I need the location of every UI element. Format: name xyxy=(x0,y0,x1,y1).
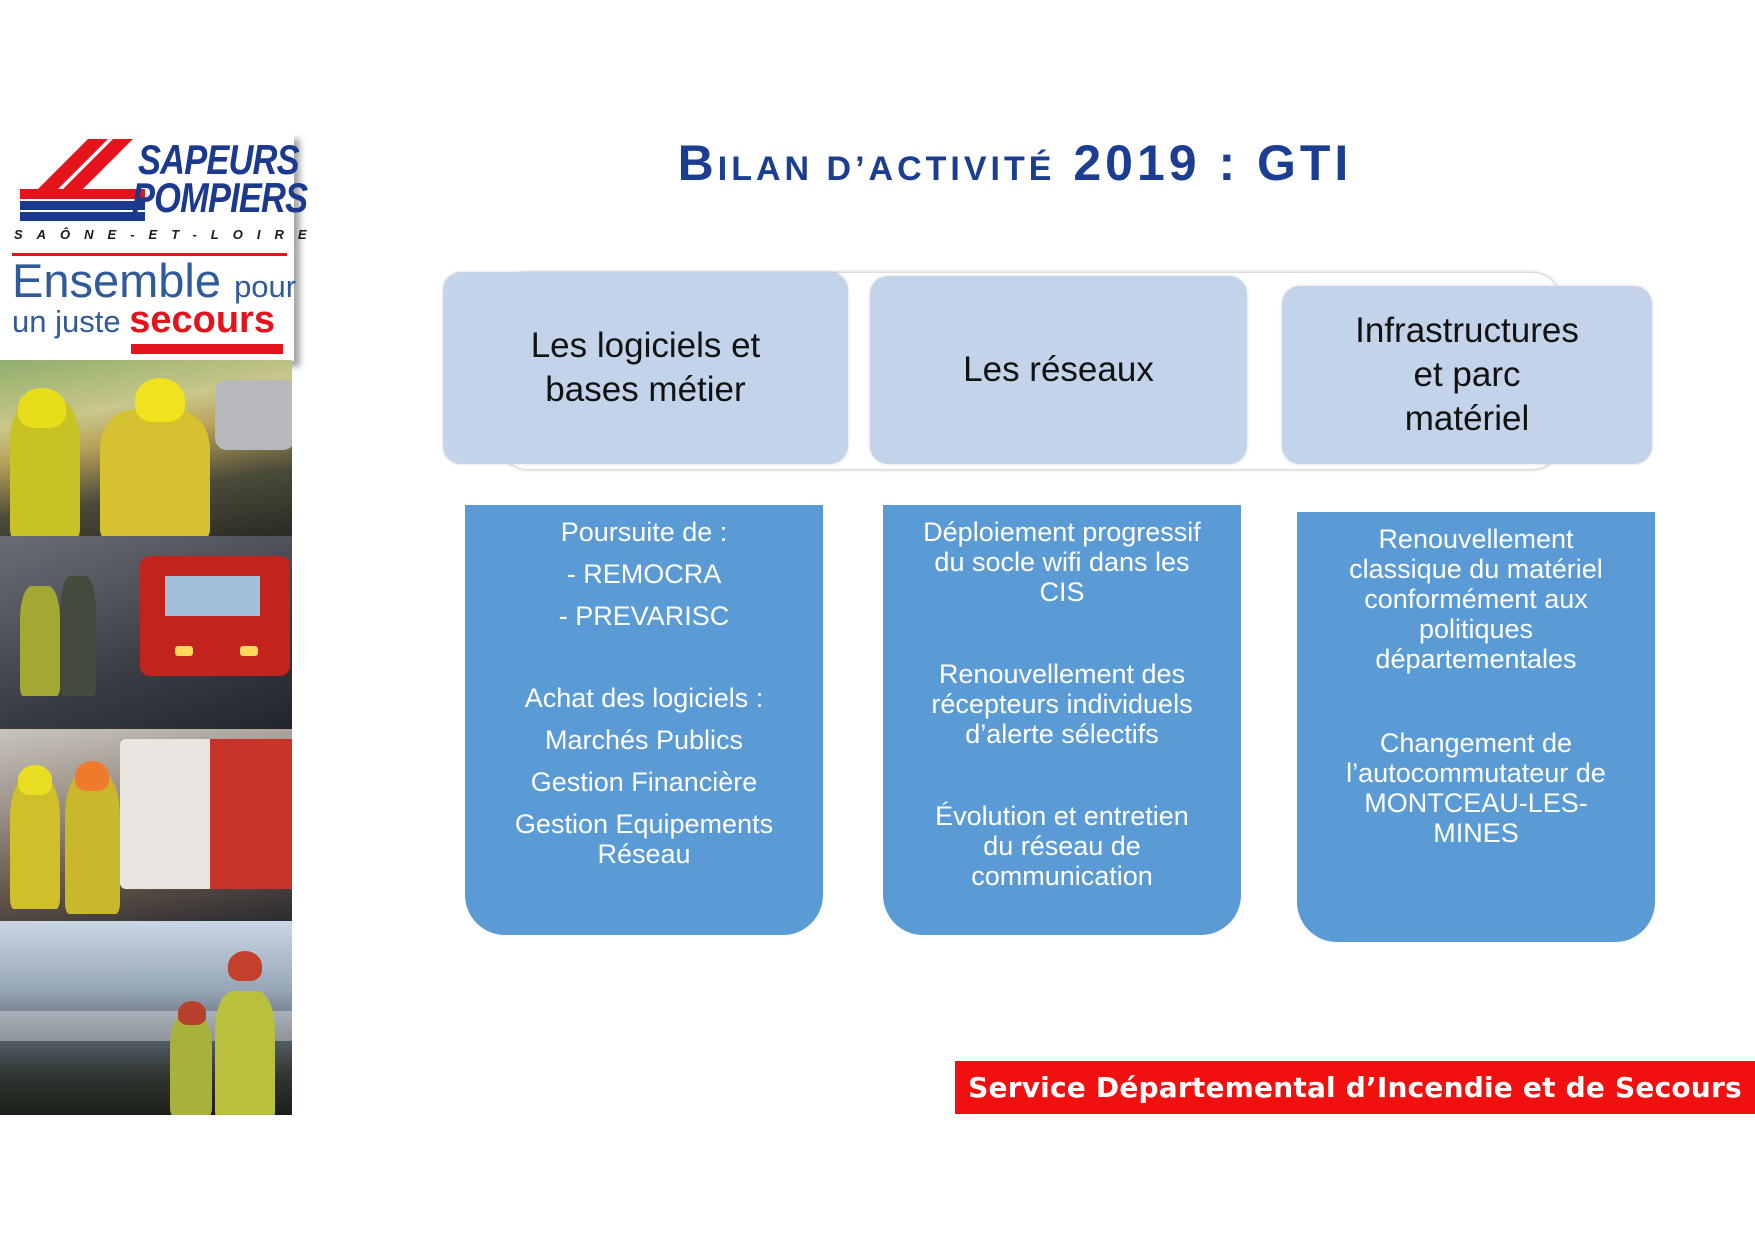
page-title xyxy=(440,134,1590,192)
logo-tagline-secours: secours xyxy=(129,299,275,341)
heading-software-label: Les logiciels et bases métier xyxy=(530,326,761,409)
heading-networks xyxy=(870,276,1247,464)
detail-infrastructure-line: Changement de l’autocommutateur de MONTCEAU-LES- MINES xyxy=(1346,728,1606,848)
page-title-initial: B xyxy=(677,135,718,191)
detail-networks-line: Renouvellement des récepteurs individuels d’alerte sélectifs xyxy=(931,659,1193,749)
photo-firefighters-rescue xyxy=(0,360,292,536)
detail-networks-line xyxy=(883,749,1241,801)
detail-networks xyxy=(883,505,1241,935)
detail-software xyxy=(465,505,823,935)
logo-tagline-pour: pour xyxy=(234,269,297,304)
detail-infrastructure-line xyxy=(1297,674,1655,728)
logo-word-sapeurs: SAPEURS xyxy=(138,136,299,183)
page-title-smallcaps: ILAN D’ACTIVITÉ xyxy=(717,150,1056,188)
photo-ambulance-team xyxy=(0,729,292,921)
heading-networks-label: Les réseaux xyxy=(963,350,1154,389)
footer-text: Service Départemental d’Incendie et de Secours xyxy=(968,1071,1742,1104)
heading-software xyxy=(443,272,848,464)
detail-networks-line: Déploiement progressif du socle wifi dans les CIS xyxy=(923,517,1201,607)
detail-infrastructure xyxy=(1297,512,1655,942)
logo-word-pompiers: POMPIERS xyxy=(132,174,308,221)
heading-infrastructure xyxy=(1282,286,1652,464)
detail-software-line: Marchés Publics xyxy=(544,725,744,755)
detail-networks-line xyxy=(883,607,1241,659)
detail-infrastructure-line: Renouvellement classique du matériel conformément aux politiques départementales xyxy=(1349,524,1603,674)
detail-software-line: - PREVARISC xyxy=(558,601,730,631)
logo-tagline-ensemble: Ensemble xyxy=(12,254,221,307)
logo-tagline-line2 xyxy=(12,301,275,339)
flag-stripes-icon xyxy=(18,139,148,229)
logo-department: SAÔNE-ET-LOIRE xyxy=(14,227,321,242)
detail-networks-line: Évolution et entretien du réseau de communication xyxy=(935,801,1189,891)
detail-software-line: Poursuite de : xyxy=(560,517,728,547)
photo-fire-truck-street xyxy=(0,536,292,729)
detail-software-line: Achat des logiciels : xyxy=(524,683,764,713)
detail-software-line: Gestion Financière xyxy=(530,767,758,797)
footer-banner xyxy=(955,1061,1755,1114)
page-title-rest: 2019 : GTI xyxy=(1055,135,1353,191)
logo-tagline-line1 xyxy=(12,254,297,307)
detail-software-line: Gestion Equipements Réseau xyxy=(514,809,774,869)
heading-infrastructure-label: Infrastructures et parc matériel xyxy=(1355,311,1579,438)
sdis-logo xyxy=(0,133,321,361)
detail-software-line xyxy=(465,631,823,671)
logo-red-bar xyxy=(131,344,283,354)
detail-software-line: - REMOCRA xyxy=(566,559,722,589)
photo-wildfire-firefighters xyxy=(0,921,292,1115)
logo-tagline-unjuste: un juste xyxy=(12,304,121,339)
